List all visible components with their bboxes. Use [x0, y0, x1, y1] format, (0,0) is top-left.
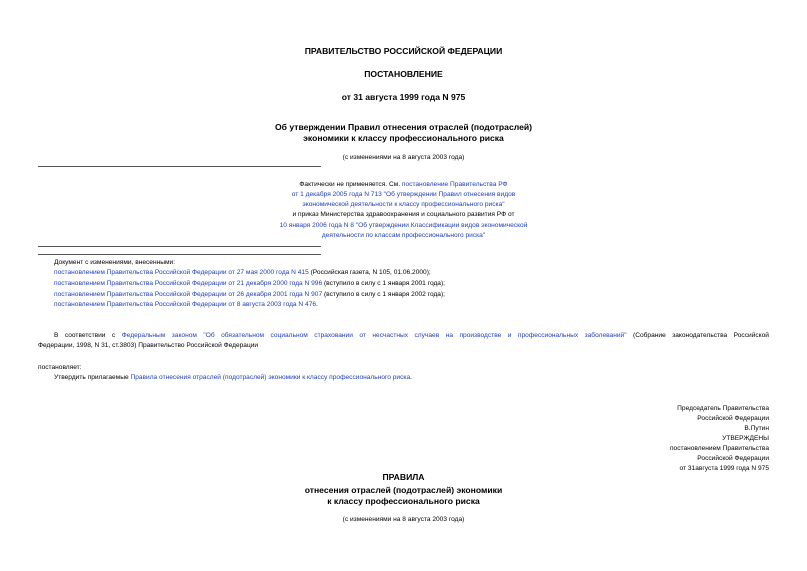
rules-subtitle2: к классу профессионального риска	[327, 496, 480, 506]
document-date-number: от 31 августа 1999 года N 975	[341, 92, 466, 102]
notice-link-decree[interactable]: постановление Правительства РФ	[401, 181, 508, 188]
signature-line: Председатель Правительства	[677, 405, 769, 412]
federal-law-link[interactable]: Федеральным законом "Об обязательном социальном страховании от несчастных случаев на производстве и профессиональных заболеваний"	[121, 332, 627, 339]
amendments-heading: Документ с изменениями, внесенными:	[54, 259, 176, 266]
signature-line: В.Путин	[744, 425, 769, 432]
divider-mid2	[38, 254, 321, 255]
notice-line3	[0, 200, 807, 209]
document-title-line1: Об утверждении Правил отнесения отраслей (подотраслей)	[275, 122, 532, 132]
rules-amended-note: (с изменениями на 8 августа 2003 года)	[342, 516, 465, 523]
amendment-link[interactable]: постановлением Правительства Российской Федерации от 26 декабря 2001 года N 907	[54, 291, 323, 298]
notice-line2	[0, 190, 807, 199]
preamble-line1	[54, 331, 769, 340]
rules-link[interactable]: Правила отнесения отраслей (подотраслей) экономики к классу профессионального риска	[130, 374, 411, 381]
document-type: ПОСТАНОВЛЕНИЕ	[364, 69, 443, 79]
amendment-note: .	[316, 301, 318, 308]
notice-link-order[interactable]: 10 января 2006 года N 8 "Об утверждении Классификации видов экономической	[279, 222, 528, 229]
notice-line4: и приказ Министерства здравоохранения и социального развития РФ от	[292, 211, 515, 218]
preamble-line2: Федерации, 1998, N 31, ст.3803) Правительство Российской Федерации	[38, 342, 259, 349]
notice-link-decree-title[interactable]: от 1 декабря 2005 года N 713 "Об утверждении Правил отнесения видов	[291, 191, 516, 198]
signature-line: Российской Федерации	[697, 455, 769, 462]
signature-line: УТВЕРЖДЕНЫ	[722, 435, 769, 442]
notice-text: Фактически не применяется. См.	[299, 181, 402, 188]
divider-mid1	[38, 246, 321, 247]
government-heading: ПРАВИТЕЛЬСТВО РОССИЙСКОЙ ФЕДЕРАЦИИ	[304, 46, 503, 56]
notice-line6	[0, 231, 807, 240]
signature-line: постановлением Правительства	[669, 445, 769, 452]
amendment-note: (вступило в силу с 1 января 2002 года);	[322, 291, 446, 298]
document-title-line2: экономики к классу профессионального риска	[303, 133, 504, 143]
approve-text-end: .	[410, 374, 412, 381]
notice-link-order-cont[interactable]: деятельности по классам профессионального риска"	[321, 232, 486, 239]
approve-text: Утвердить прилагаемые	[54, 374, 131, 381]
notice-line1	[0, 180, 807, 189]
rules-title: ПРАВИЛА	[382, 472, 425, 482]
amendment-link[interactable]: постановлением Правительства Российской Федерации от 8 августа 2003 года N 476	[54, 301, 317, 308]
list-item	[54, 290, 445, 299]
signature-line: от 31августа 1999 года N 975	[679, 465, 769, 472]
list-item	[54, 268, 431, 277]
signature-line: Российской Федерации	[697, 415, 769, 422]
preamble-text: В соответствии с	[54, 332, 122, 339]
amendment-link[interactable]: постановлением Правительства Российской Федерации от 27 мая 2000 года N 415	[54, 269, 309, 276]
notice-link-decree-title-cont[interactable]: экономической деятельности к классу профессионального риска"	[302, 201, 505, 208]
amendment-note: (вступило в силу с 1 января 2001 года);	[322, 280, 446, 287]
divider-top	[38, 166, 321, 167]
decrees-word: постановляет:	[38, 364, 82, 371]
list-item	[54, 279, 445, 288]
amended-note: (с изменениями на 8 августа 2003 года)	[342, 154, 465, 161]
rules-subtitle1: отнесения отраслей (подотраслей) экономики	[304, 485, 503, 495]
preamble-text-end: (Собрание законодательства Российской	[626, 332, 769, 339]
approve-line	[54, 373, 412, 382]
amendment-note: (Российская газета, N 105, 01.06.2000);	[308, 269, 431, 276]
list-item	[54, 300, 318, 309]
notice-line5	[0, 221, 807, 230]
amendment-link[interactable]: постановлением Правительства Российской Федерации от 21 декабря 2000 года N 996	[54, 280, 323, 287]
